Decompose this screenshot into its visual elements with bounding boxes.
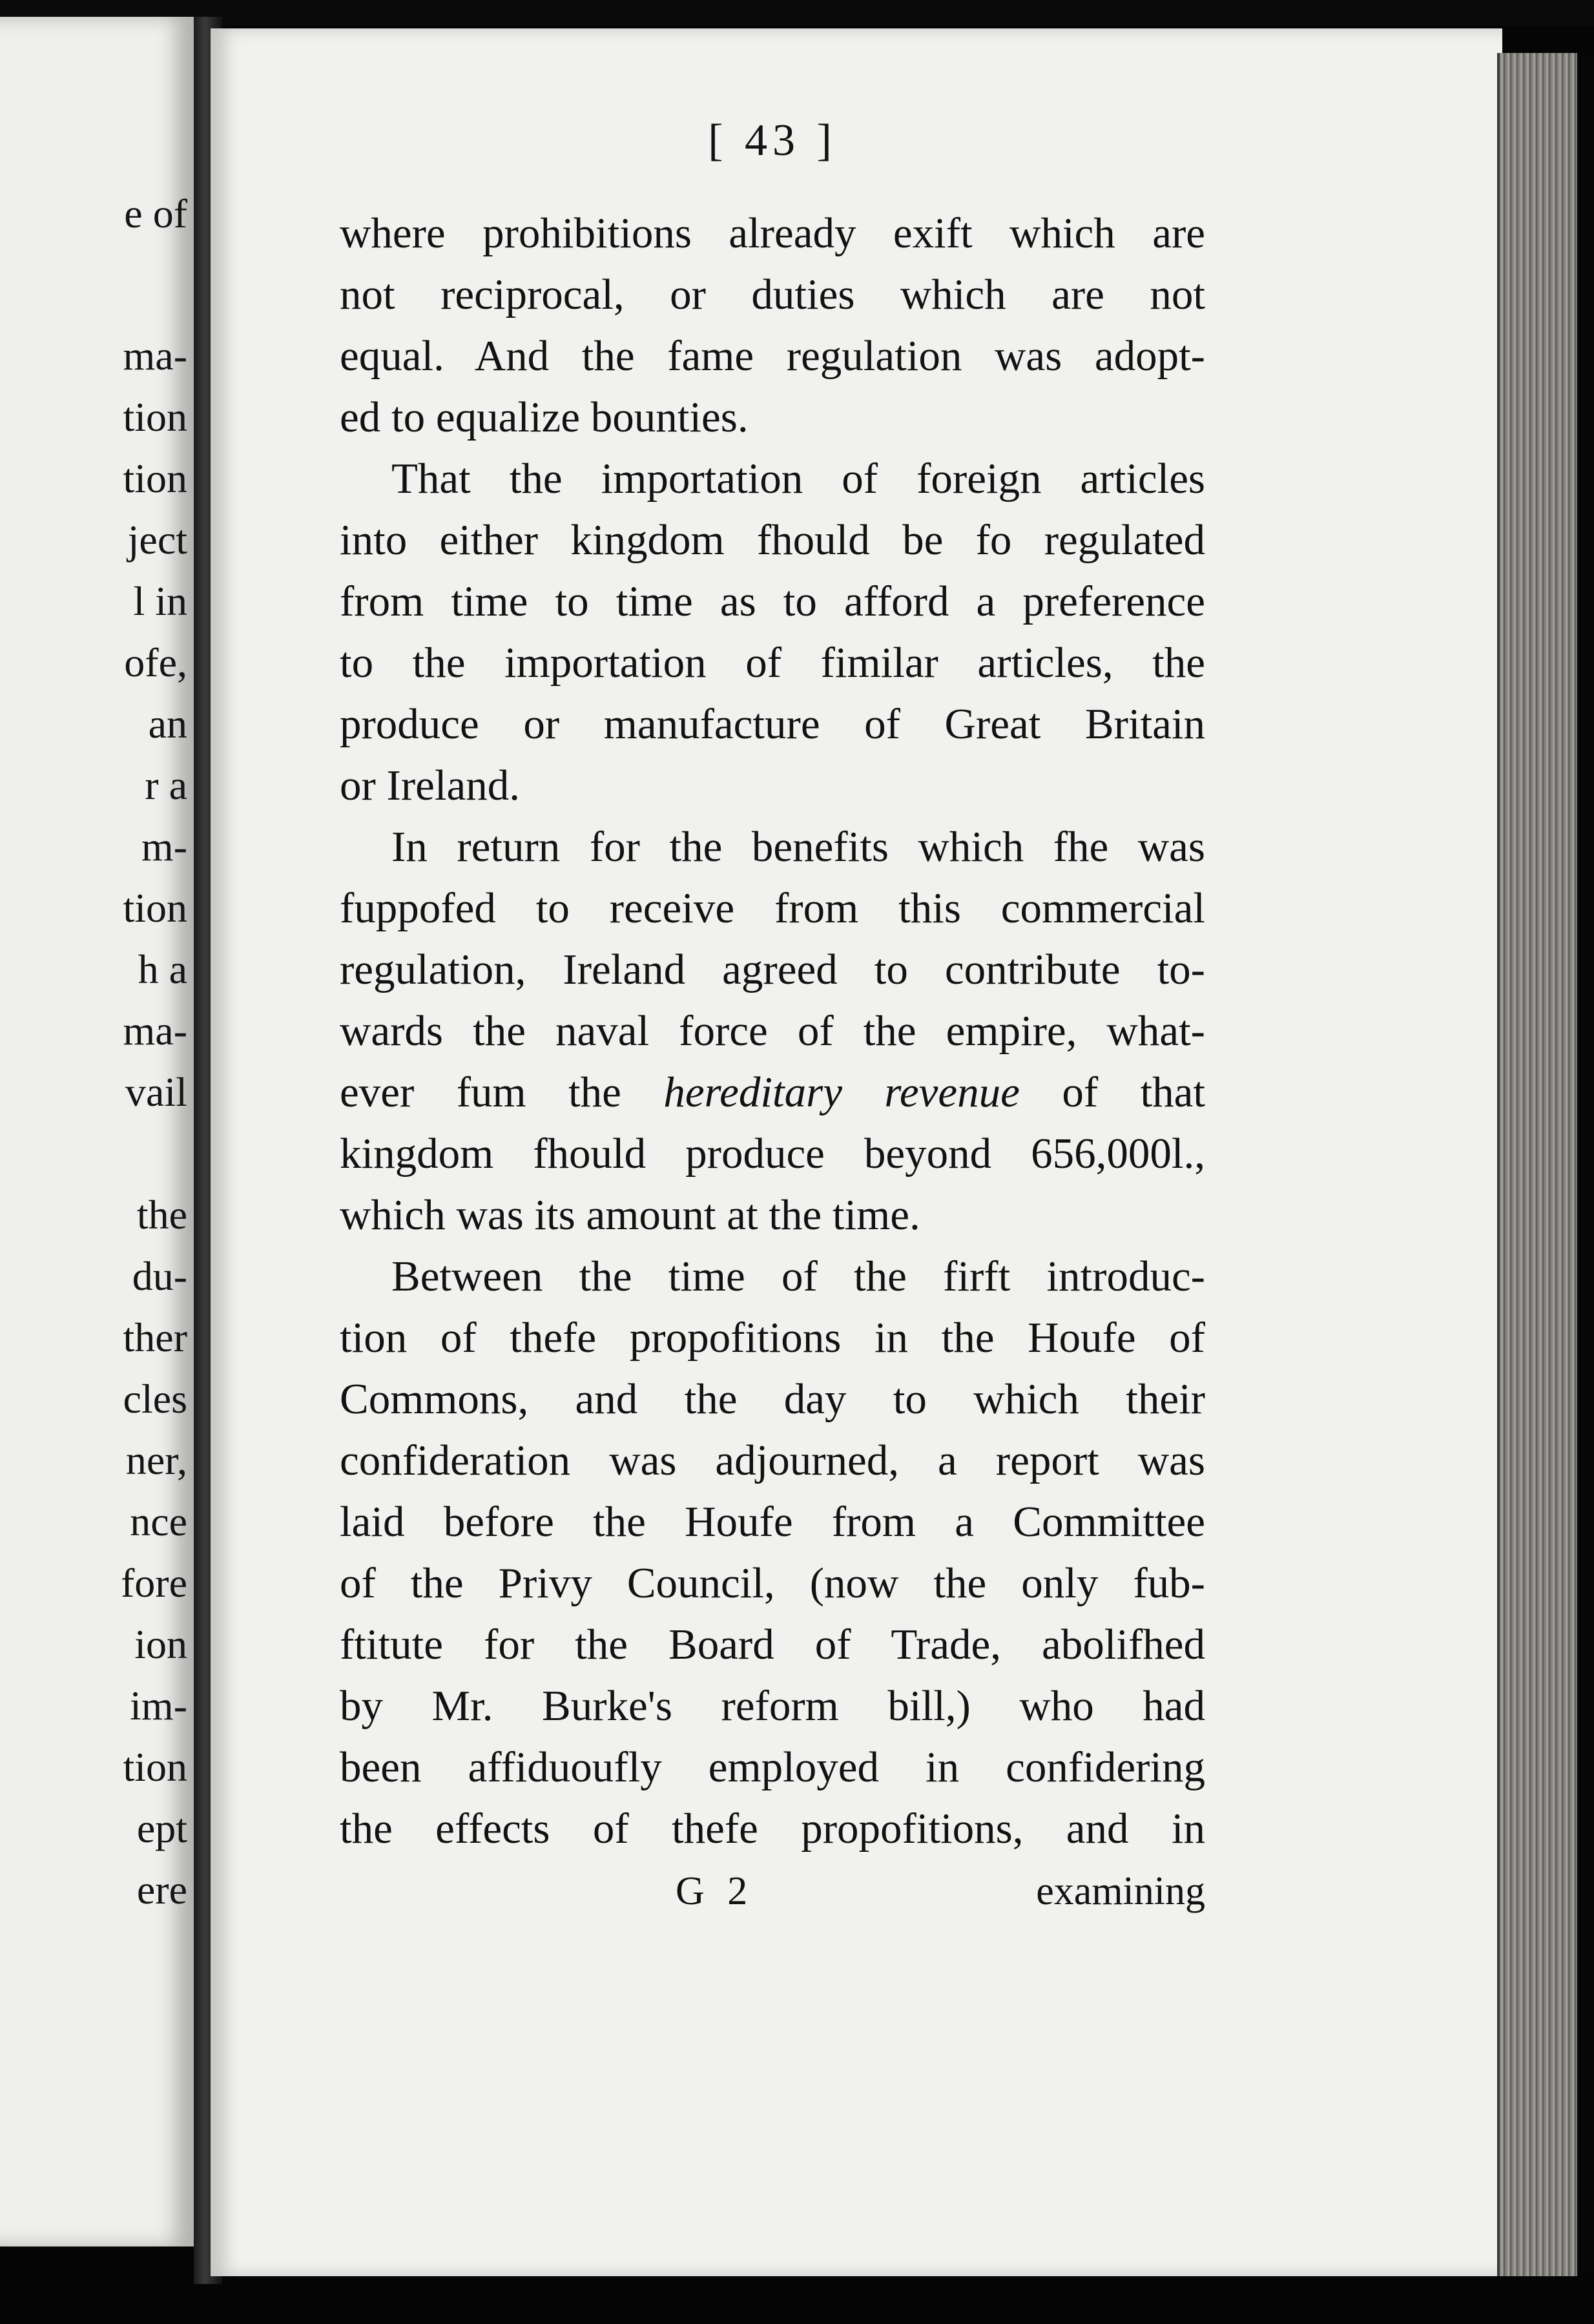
left-page-line: tion <box>123 885 187 931</box>
text-line: In return for the benefits which fhe was <box>391 823 1205 871</box>
left-page-line: du- <box>132 1253 187 1299</box>
left-page-line: r a <box>145 762 187 808</box>
text-line: tion of thefe propofitions in the Houfe of <box>340 1314 1205 1362</box>
left-page-line: nce <box>130 1499 187 1544</box>
left-page-line: tion <box>123 1744 187 1790</box>
left-page-line: an <box>148 701 187 747</box>
text-line: ed to equalize bounties. <box>340 393 749 441</box>
text-line: regulation, Ireland agreed to contribute to- <box>340 946 1205 993</box>
text-line: by Mr. Burke's reform bill,) who had <box>340 1682 1205 1730</box>
text-line: where prohibitions already exift which are <box>340 209 1205 257</box>
text-line: of the Privy Council, (now the only fub- <box>340 1559 1205 1607</box>
text-line: Between the time of the firft introduc- <box>391 1252 1205 1300</box>
text-line: ftitute for the Board of Trade, abolifhed <box>340 1621 1205 1668</box>
left-page-line: im- <box>130 1683 187 1728</box>
text-line: the effects of thefe propofitions, and in <box>340 1805 1205 1852</box>
left-page-line: ion <box>134 1621 187 1667</box>
text-line: or Ireland. <box>340 762 521 809</box>
text-line: laid before the Houfe from a Committee <box>340 1498 1205 1546</box>
text-line: confideration was adjourned, a report was <box>340 1437 1205 1484</box>
scan-border-top <box>0 0 1594 26</box>
text-line: equal. And the fame regulation was adopt- <box>340 332 1205 380</box>
facing-page-left <box>0 17 199 2246</box>
left-page-line: ner, <box>125 1437 187 1483</box>
text-fragment: of that <box>1062 1068 1206 1116</box>
left-page-line: l in <box>133 578 187 624</box>
text-line: which was its amount at the time. <box>340 1191 920 1239</box>
left-page-line: ther <box>123 1314 187 1360</box>
left-page-line: fore <box>120 1560 187 1606</box>
text-line: to the importation of fimilar articles, the <box>340 639 1205 687</box>
text-line: That the importation of foreign articles <box>391 455 1205 503</box>
left-page-line: tion <box>123 455 187 501</box>
text-fragment: ever fum the <box>340 1068 621 1116</box>
left-page-line: ofe, <box>124 639 187 685</box>
text-line-mixed <box>340 1068 1206 1116</box>
text-line: from time to time as to afford a preference <box>340 577 1205 625</box>
text-line: not reciprocal, or duties which are not <box>340 271 1205 318</box>
text-line: been affiduoufly employed in confidering <box>340 1743 1205 1791</box>
left-page-line: e of <box>124 191 187 236</box>
left-page-line: ma- <box>123 333 187 379</box>
text-line: into either kingdom fhould be fo regulated <box>340 516 1205 564</box>
italic-phrase: hereditary revenue <box>663 1068 1020 1116</box>
page-edges <box>1497 53 1577 2276</box>
left-page-line: h a <box>138 946 187 992</box>
text-line: Commons, and the day to which their <box>340 1375 1205 1423</box>
left-page-line: the <box>136 1192 187 1238</box>
left-page-line: m- <box>141 824 187 869</box>
text-line: kingdom fhould produce beyond 656,000l., <box>340 1130 1205 1178</box>
left-page-line: vail <box>125 1069 187 1115</box>
text-line: wards the naval force of the empire, what- <box>340 1007 1205 1055</box>
left-page-line: ept <box>136 1805 187 1851</box>
left-page-line: ma- <box>123 1008 187 1053</box>
left-page-line: ere <box>136 1867 187 1913</box>
signature-mark: G 2 <box>676 1869 754 1913</box>
text-line: produce or manufacture of Great Britain <box>340 700 1205 748</box>
text-line: fuppofed to receive from this commercial <box>340 884 1205 932</box>
left-page-line: ject <box>127 517 187 563</box>
page-number: [ 43 ] <box>708 116 837 165</box>
left-page-line: cles <box>123 1376 187 1422</box>
catchword: examining <box>1036 1869 1205 1913</box>
left-page-line: tion <box>123 394 187 440</box>
